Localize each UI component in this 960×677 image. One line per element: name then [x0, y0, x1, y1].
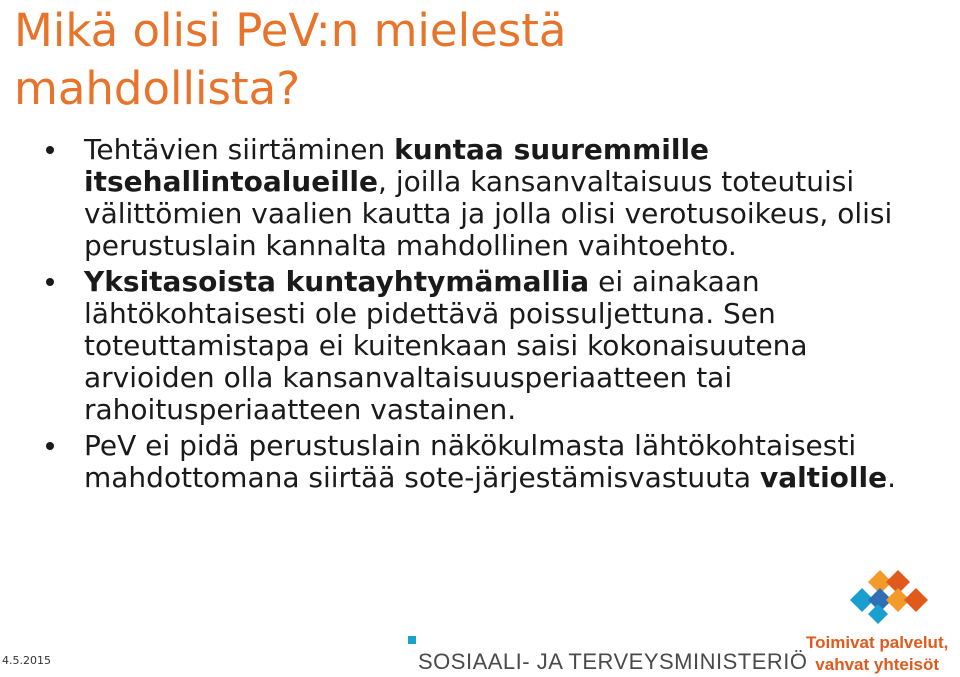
bullet-1-text-a: Tehtävien siirtäminen — [84, 133, 395, 166]
square-mark-icon — [408, 636, 416, 644]
footer-date: 4.5.2015 — [2, 654, 51, 667]
bullet-2-bold: Yksitasoista kuntayhtymämallia — [84, 265, 590, 298]
bullet-item-2 — [40, 266, 900, 426]
slogan-line-1: Toimivat palvelut, — [806, 633, 949, 652]
bullet-list — [40, 134, 900, 498]
bullet-3-text-a: PeV ei pidä perustuslain näkökulmasta lähtökohtaisesti mahdottomana siirtää sote-järjestämisvastuuta — [84, 429, 857, 494]
title-line-2: mahdollista? — [14, 62, 301, 115]
bullet-3-text-b: . — [887, 461, 896, 494]
bullet-dot-icon — [46, 442, 54, 450]
bullet-3-bold: valtiolle — [759, 461, 888, 494]
slogan-line-2: vahvat yhteisöt — [815, 655, 940, 674]
bullet-dot-icon — [46, 278, 54, 286]
diamond-logo-icon — [846, 562, 928, 626]
bullet-dot-icon — [46, 146, 54, 154]
bullet-2-text: ei ainakaan lähtökohtaisesti ole pidettävä poissuljettuna. Sen toteuttamistapa ei kuitenkaan saisi kokonaisuutena arvioiden olla kansanvaltaisuusperiaatteen tai rahoitusperiaatteen vastainen. — [84, 265, 808, 426]
bullet-item-3 — [40, 430, 900, 494]
bullet-1-bold: kuntaa suuremmille itsehallintoalueille — [84, 133, 710, 198]
ministry-name: SOSIAALI- JA TERVEYSMINISTERIÖ — [418, 649, 808, 674]
slogan — [806, 632, 948, 676]
bullet-item-1 — [40, 134, 900, 262]
title-line-1: Mikä olisi PeV:n mielestä — [14, 4, 567, 57]
bullet-1-text-b: , joilla kansanvaltaisuus toteutuisi välittömien vaalien kautta ja jolla olisi verotusoikeus, olisi perustuslain kannalta mahdollinen vaihtoehto. — [84, 165, 893, 262]
slide-title — [14, 2, 774, 118]
